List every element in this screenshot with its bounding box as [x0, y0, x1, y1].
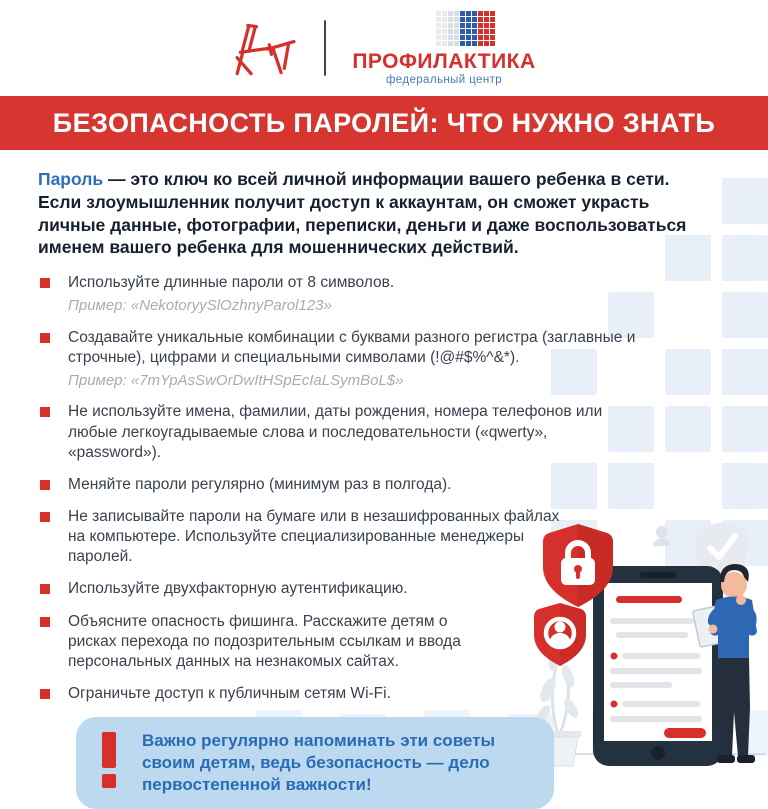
intro-lead-word: Пароль [38, 169, 104, 189]
tip-text: Не используйте имена, фамилии, даты рождения, номера телефонов или любые легкоугадываемые слова и последовательности («qwerty», «password»). [68, 403, 603, 461]
tip-body [68, 273, 394, 316]
main-content [0, 150, 768, 809]
bullet-marker-icon [40, 333, 50, 343]
list-item [38, 273, 768, 316]
brand-subtitle: федеральный центр [385, 73, 503, 86]
list-item [38, 579, 768, 599]
tip-body [68, 402, 628, 462]
tip-text: Создавайте уникальные комбинации с буквами разного регистра (заглавные и строчные), цифрами и специальными символами (!@#$%^&*). [68, 328, 636, 366]
bullet-marker-icon [40, 480, 50, 490]
tip-example: Пример: «7mYpAsSwOrDwItHSpEcIaLSymBoL$» [68, 371, 404, 389]
tip-body [68, 475, 451, 495]
tip-text: Ограничьте доступ к публичным сетям Wi-Fi. [68, 684, 391, 702]
list-item [38, 475, 768, 495]
list-item [38, 684, 768, 704]
list-item [38, 507, 768, 567]
tip-text: Объясните опасность фишинга. Расскажите детям о рисках перехода по подозрительным ссылкам и ввода персональных данных на незнакомых сайтах. [68, 612, 461, 670]
list-item [38, 612, 768, 672]
tip-body [68, 507, 568, 567]
tip-body [68, 579, 408, 599]
mosaic-flag-icon [436, 11, 495, 46]
exclamation-dot [102, 774, 116, 788]
header-divider [324, 20, 326, 76]
tip-example: Пример: «NekotoryySlOzhnyParol123» [68, 297, 332, 315]
bullet-marker-icon [40, 278, 50, 288]
list-item [38, 328, 768, 391]
exclamation-bar [102, 732, 116, 768]
title-banner [0, 96, 768, 150]
bullet-marker-icon [40, 584, 50, 594]
bullet-marker-icon [40, 407, 50, 417]
intro-text: — это ключ ко всей личной информации вашего ребенка в сети. Если злоумышленник получит доступ к аккаунтам, он сможет украсть личные данные, фотографии, переписки, деньги и даже воспользоваться именем вашего ребенка для мошеннических действий. [38, 169, 687, 258]
bullet-marker-icon [40, 512, 50, 522]
tip-body [68, 328, 648, 391]
bullet-marker-icon [40, 617, 50, 627]
callout-box [76, 717, 554, 809]
brand-chair-mark-icon [232, 18, 298, 78]
tip-body [68, 612, 468, 672]
tip-text: Меняйте пароли регулярно (минимум раз в полгода). [68, 475, 452, 493]
tip-body [68, 684, 391, 704]
exclamation-icon [102, 732, 116, 788]
tip-text: Используйте длинные пароли от 8 символов. [68, 274, 395, 291]
header [0, 0, 768, 96]
tip-text: Используйте двухфакторную аутентификацию. [68, 580, 408, 598]
page-title: БЕЗОПАСНОСТЬ ПАРОЛЕЙ: ЧТО НУЖНО ЗНАТЬ [52, 107, 716, 138]
callout-text: Важно регулярно напоминать эти советы своим детям, ведь безопасность — дело первостепенной важности! [142, 731, 495, 795]
list-item [38, 402, 768, 462]
tip-text: Не записывайте пароли на бумаге или в незашифрованных файлах на компьютере. Используйте специализированные менеджеры паролей. [68, 507, 560, 566]
brand-block [352, 11, 535, 86]
intro-paragraph [38, 168, 710, 259]
brand-title: ПРОФИЛАКТИКА [352, 49, 536, 73]
bullet-marker-icon [40, 689, 50, 699]
tips-list [38, 273, 768, 704]
